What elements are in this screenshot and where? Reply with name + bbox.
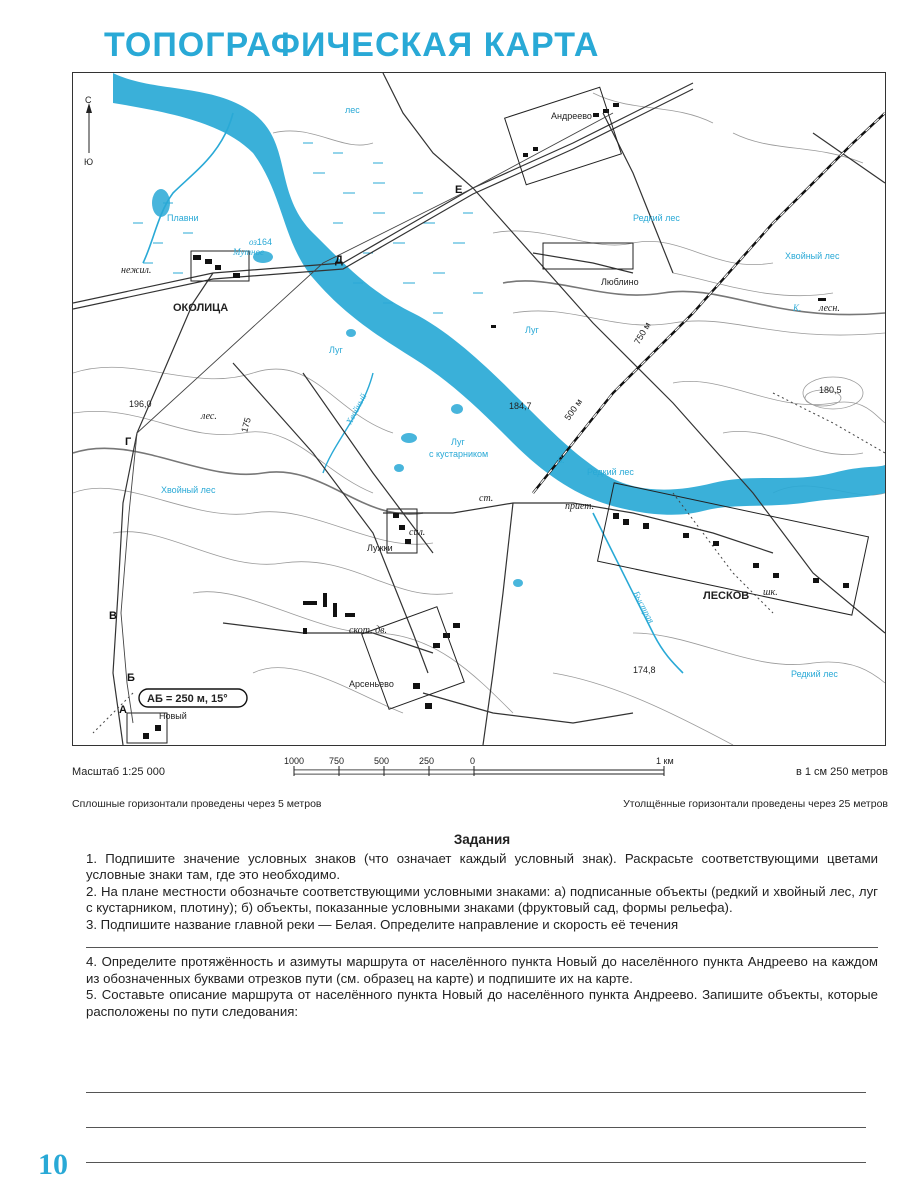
map-canvas (73, 73, 885, 745)
route-point-d: Д (335, 254, 343, 266)
task-5: 5. Составьте описание маршрута от населённого пункта Новый до населённого пункта Андреево. Запишите объекты, которые расположены по пути следования: (86, 987, 878, 1019)
label-lug-1: Луг (525, 325, 539, 335)
label-lake: оз. (249, 237, 260, 247)
label-redky-les-1: Редкий лес (633, 213, 680, 223)
scale-bar (284, 754, 704, 784)
label-lug-2: Луг (329, 345, 343, 355)
label-novy: Новый (159, 711, 187, 721)
label-stream-bystraya: Быстрая (631, 589, 657, 625)
route-point-e: Е (455, 184, 463, 196)
label-leskov: ЛЕСКОВ (703, 590, 750, 602)
task-3-answer-line[interactable] (86, 933, 878, 948)
tasks-section (86, 832, 878, 1020)
label-okolitsa: ОКОЛИЦА (173, 302, 229, 314)
height-174: 174,8 (633, 665, 656, 675)
label-k: К. (793, 303, 802, 313)
label-sil: сил. (409, 527, 426, 538)
scale-row (72, 756, 888, 796)
label-lug-kust-2: с кустарником (429, 449, 489, 459)
task-2: 2. На плане местности обозначьте соответствующими условными знаками: а) подписанные объекты (редкий и хвойный лес, луг с кустарником, плотину); б) объекты, показанные условными знаками (фруктовый сад, формы рельефа). (86, 883, 878, 915)
label-khvoyny-les-1: Хвойный лес (785, 251, 840, 261)
answer-line-1[interactable] (86, 1058, 866, 1093)
scale-tick-1km: 1 км (656, 756, 674, 766)
sample-annotation (139, 689, 247, 707)
label-redky-les-3: Редкий лес (791, 669, 838, 679)
label-b: Б. (557, 455, 565, 465)
label-skot-dv: скот. дв. (349, 625, 387, 636)
sample-label: АБ = 250 м, 15° (147, 693, 228, 705)
scale-tick-1000: 1000 (284, 756, 305, 766)
label-lug-kust-1: Луг (451, 437, 465, 447)
topographic-map (72, 72, 886, 746)
tasks-heading: Задания (453, 832, 511, 847)
label-les-small: лес. (201, 411, 217, 422)
scale-tick-500: 500 (374, 756, 390, 766)
page-title: ТОПОГРАФИЧЕСКАЯ КАРТА (104, 26, 600, 64)
page-number: 10 (38, 1148, 68, 1181)
compass-arrow (84, 95, 93, 167)
height-180: 180,5 (819, 385, 842, 395)
stream-north (143, 113, 233, 263)
scale-per-cm: в 1 см 250 метров (795, 766, 888, 778)
route-point-b: Б (127, 672, 135, 684)
task-3: 3. Подпишите название главной реки — Белая. Определите направление и скорость её течения (86, 916, 679, 932)
label-andreevo: Андреево (551, 111, 592, 121)
label-arsenyevo: Арсеньево (349, 679, 394, 689)
label-st: ст. (479, 493, 494, 504)
label-stream-khvoyny: Хвойный (343, 391, 369, 426)
scale-tick-250: 250 (419, 756, 435, 766)
route-point-a: А (119, 704, 127, 716)
note-solid-contours: Сплошные горизонтали проведены через 5 метров (72, 798, 322, 810)
label-lake-name: Мутное (233, 247, 264, 257)
label-lesn: лесн. (819, 303, 840, 314)
distance-500: 500 м (562, 396, 585, 423)
label-priet: приет. (565, 501, 595, 512)
label-nezhil: нежил. (121, 265, 152, 276)
scale-tick-0: 0 (470, 756, 476, 766)
label-redky-les-2: Редкий лес (587, 467, 634, 477)
distance-750: 750 м (632, 320, 653, 346)
scale-label: Масштаб 1:25 000 (72, 766, 165, 778)
answer-lines[interactable] (86, 1058, 866, 1163)
note-thick-contours: Утолщённые горизонтали проведены через 25 метров (623, 798, 888, 810)
footpaths (93, 393, 885, 733)
compass-south-label: Ю (84, 157, 94, 167)
task-4: 4. Определите протяжённость и азимуты маршрута от населённого пункта Новый до населённого пункта Андреево на каждом из обозначенных буквами отрезков пути (см. образец на карте) и подпишите их на карте. (86, 954, 878, 986)
task-1: 1. Подпишите значение условных знаков (что означает каждый условный знак). Раскрасьте соответствующими цветами условные знаки там, где это необходимо. (86, 850, 878, 882)
compass-north-label: С (85, 95, 92, 105)
label-lyublino: Люблино (601, 277, 639, 287)
label-les: лес (345, 105, 360, 115)
height-175: 175 (239, 416, 253, 434)
height-184: 184,7 (509, 401, 532, 411)
answer-line-3[interactable] (86, 1128, 866, 1163)
label-shk: шк. (763, 587, 778, 598)
height-164: 164 (257, 237, 273, 247)
route-point-g: Г (125, 436, 132, 448)
answer-line-2[interactable] (86, 1093, 866, 1128)
label-luzhki: Лужки (367, 543, 393, 553)
scale-tick-750: 750 (329, 756, 345, 766)
label-khvoyny-les-2: Хвойный лес (161, 485, 216, 495)
route-point-v: В (109, 610, 117, 622)
label-plavni: Плавни (167, 213, 199, 223)
height-196: 196,0 (129, 399, 152, 409)
